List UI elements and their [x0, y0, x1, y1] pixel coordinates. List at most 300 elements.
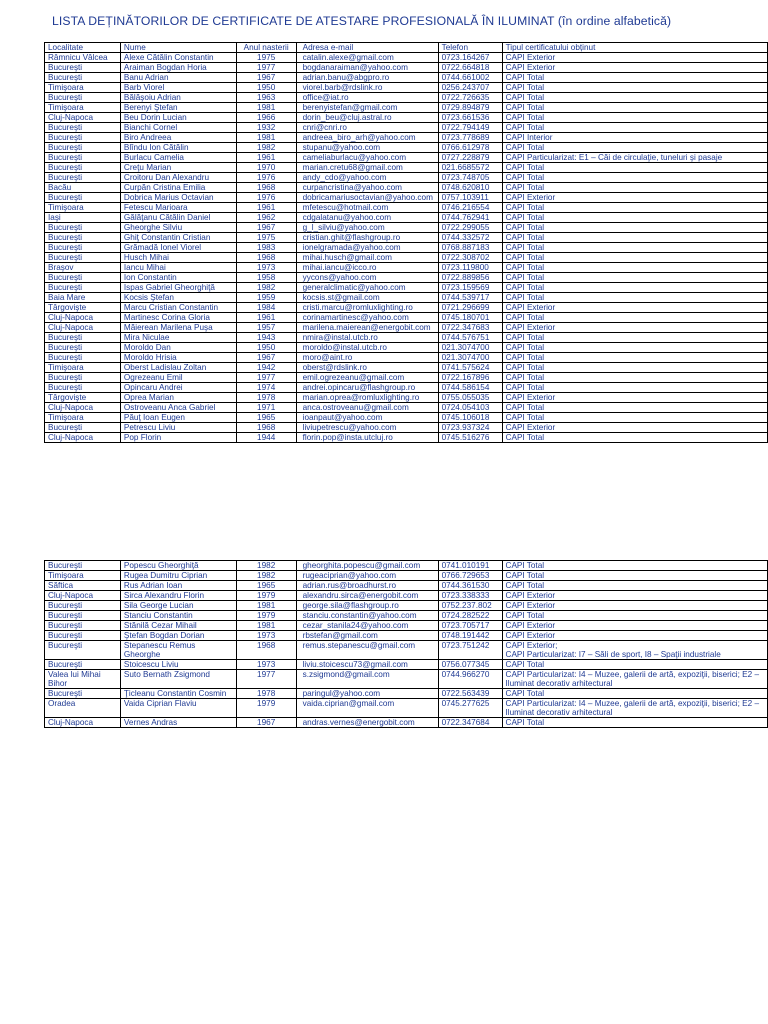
table-row	[45, 353, 768, 363]
table-row	[45, 263, 768, 273]
cell-telefon: 0766.612978	[438, 143, 502, 153]
cell-nume: Ostroveanu Anca Gabriel	[120, 403, 236, 413]
table-row	[45, 133, 768, 143]
cell-an: 1950	[236, 83, 296, 93]
cell-telefon: 0744.576751	[438, 333, 502, 343]
table-row	[45, 173, 768, 183]
table-row	[45, 591, 768, 601]
cell-telefon: 0755.055035	[438, 393, 502, 403]
cell-nume: Barb Viorel	[120, 83, 236, 93]
cell-certificat: CAPI Exterior	[502, 423, 767, 433]
table-row	[45, 283, 768, 293]
table-row	[45, 93, 768, 103]
cell-telefon: 0748.620810	[438, 183, 502, 193]
table-row	[45, 699, 768, 718]
cell-nume: Pop Florin	[120, 433, 236, 443]
cell-nume: Ispas Gabriel Gheorghiţă	[120, 283, 236, 293]
cell-email: cnri@cnri.ro	[296, 123, 438, 133]
cell-email: marian.oprea@romluxlighting.ro	[296, 393, 438, 403]
table-row	[45, 601, 768, 611]
table-row	[45, 83, 768, 93]
cell-localitate: Bucureşti	[45, 333, 121, 343]
cell-email: marian.cretu68@gmail.com	[296, 163, 438, 173]
cell-telefon: 0722.726635	[438, 93, 502, 103]
cell-email: liviupetrescu@yahoo.com	[296, 423, 438, 433]
table-row	[45, 213, 768, 223]
cell-an: 1981	[236, 601, 296, 611]
cell-localitate: Bucureşti	[45, 611, 121, 621]
cell-telefon: 0757.103911	[438, 193, 502, 203]
cell-certificat: CAPI Interior	[502, 133, 767, 143]
cell-localitate: Cluj-Napoca	[45, 591, 121, 601]
cell-nume: Burlacu Camelia	[120, 153, 236, 163]
cell-an: 1976	[236, 173, 296, 183]
cell-an: 1967	[236, 353, 296, 363]
cell-telefon: 0723.338333	[438, 591, 502, 601]
table-row	[45, 581, 768, 591]
cell-an: Anul nasterii	[236, 43, 296, 53]
cell-localitate: Cluj-Napoca	[45, 433, 121, 443]
cell-telefon: 0722.563439	[438, 689, 502, 699]
cell-nume: Banu Adrian	[120, 73, 236, 83]
cell-localitate: Oradea	[45, 699, 121, 718]
cell-an: 1977	[236, 670, 296, 689]
cell-email: marilena.maierean@energobit.com	[296, 323, 438, 333]
table-row	[45, 123, 768, 133]
cell-email: remus.stepanescu@gmail.com	[296, 641, 438, 660]
cell-an: 1961	[236, 203, 296, 213]
cell-an: 1961	[236, 313, 296, 323]
cell-email: generalclimatic@yahoo.com	[296, 283, 438, 293]
cell-email: florin.pop@insta.utcluj.ro	[296, 433, 438, 443]
cell-telefon: 0722.664818	[438, 63, 502, 73]
cell-email: stupanu@yahoo.com	[296, 143, 438, 153]
cell-certificat: CAPI Total	[502, 73, 767, 83]
cell-localitate: Braşov	[45, 263, 121, 273]
table-row	[45, 53, 768, 63]
cell-certificat: CAPI Exterior	[502, 303, 767, 313]
cell-email: ionelgramada@yahoo.com	[296, 243, 438, 253]
cell-email: andy_cdo@yahoo.com	[296, 173, 438, 183]
cell-localitate: Bacău	[45, 183, 121, 193]
cell-an: 1965	[236, 413, 296, 423]
cell-certificat: CAPI Total	[502, 293, 767, 303]
cell-localitate: Bucureşti	[45, 133, 121, 143]
cell-certificat: CAPI Exterior	[502, 323, 767, 333]
cell-telefon: 0744.332572	[438, 233, 502, 243]
table-row	[45, 423, 768, 433]
cell-email: cameliaburlacu@yahoo.com	[296, 153, 438, 163]
cell-nume: Vernes Andras	[120, 718, 236, 728]
cell-certificat: CAPI Total	[502, 581, 767, 591]
cell-email: cezar_stanila24@yahoo.com	[296, 621, 438, 631]
cell-email: vaida.ciprian@gmail.com	[296, 699, 438, 718]
cell-telefon: 0745.180701	[438, 313, 502, 323]
cell-email: stanciu.constantin@yahoo.com	[296, 611, 438, 621]
table-row	[45, 243, 768, 253]
cell-localitate: Timişoara	[45, 203, 121, 213]
cell-telefon: 0722.167896	[438, 373, 502, 383]
cell-nume: Iancu Mihai	[120, 263, 236, 273]
cell-telefon: 0722.889856	[438, 273, 502, 283]
cell-localitate: Timişoara	[45, 571, 121, 581]
cell-an: 1961	[236, 153, 296, 163]
cell-localitate: Cluj-Napoca	[45, 403, 121, 413]
cell-telefon: 0722.308702	[438, 253, 502, 263]
cell-an: 1973	[236, 263, 296, 273]
cell-nume: Ţicleanu Constantin Cosmin	[120, 689, 236, 699]
cell-localitate: Bucureşti	[45, 689, 121, 699]
cell-an: 1944	[236, 433, 296, 443]
cell-email: office@iat.ro	[296, 93, 438, 103]
cell-telefon: 0723.159569	[438, 283, 502, 293]
cell-nume: Popescu Gheorghiţă	[120, 561, 236, 571]
cell-telefon: 0722.347684	[438, 718, 502, 728]
cell-telefon: 0744.762941	[438, 213, 502, 223]
cell-localitate: Bucureşti	[45, 193, 121, 203]
table-row	[45, 641, 768, 660]
cell-localitate: Bucureşti	[45, 641, 121, 660]
cell-localitate: Bucureşti	[45, 601, 121, 611]
cell-telefon: 0768.887183	[438, 243, 502, 253]
table-row	[45, 611, 768, 621]
cell-an: 1981	[236, 103, 296, 113]
cell-localitate: Timişoara	[45, 83, 121, 93]
cell-an: 1973	[236, 660, 296, 670]
cell-nume: Rus Adrian Ioan	[120, 581, 236, 591]
cell-an: 1970	[236, 163, 296, 173]
cell-telefon: 0741.575624	[438, 363, 502, 373]
cell-nume: Croitoru Dan Alexandru	[120, 173, 236, 183]
cell-certificat: CAPI Total	[502, 413, 767, 423]
cell-nume: Marcu Cristian Constantin	[120, 303, 236, 313]
cell-email: yycons@yahoo.com	[296, 273, 438, 283]
cell-localitate: Bucureşti	[45, 273, 121, 283]
cell-telefon: 0723.705717	[438, 621, 502, 631]
cell-an: 1979	[236, 699, 296, 718]
table-row	[45, 363, 768, 373]
cell-localitate: Bucureşti	[45, 631, 121, 641]
cell-certificat: CAPI Exterior	[502, 601, 767, 611]
cell-nume: Gheorghe Silviu	[120, 223, 236, 233]
cell-telefon: 0721.296699	[438, 303, 502, 313]
table-row	[45, 373, 768, 383]
table-row	[45, 223, 768, 233]
cell-an: 1968	[236, 253, 296, 263]
table-row	[45, 660, 768, 670]
cell-an: 1957	[236, 323, 296, 333]
cell-certificat: CAPI Particularizat: E1 – Căi de circulaţie, tuneluri şi pasaje	[502, 153, 767, 163]
cell-localitate: Cluj-Napoca	[45, 323, 121, 333]
cell-telefon: 0723.661536	[438, 113, 502, 123]
cell-email: bogdanaraiman@yahoo.com	[296, 63, 438, 73]
cell-localitate: Bucureşti	[45, 153, 121, 163]
cell-certificat: CAPI Total	[502, 333, 767, 343]
cell-an: 1978	[236, 689, 296, 699]
cell-nume: Moroldo Dan	[120, 343, 236, 353]
cell-certificat: CAPI Exterior	[502, 193, 767, 203]
cell-nume: Bianchi Cornel	[120, 123, 236, 133]
table-row	[45, 383, 768, 393]
cell-certificat: CAPI Total	[502, 660, 767, 670]
cell-email: andreea_biro_arh@yahoo.com	[296, 133, 438, 143]
cell-email: mihai.iancu@icco.ro	[296, 263, 438, 273]
cell-localitate: Timişoara	[45, 363, 121, 373]
cell-telefon: 0745.516276	[438, 433, 502, 443]
cell-telefon: 0744.661002	[438, 73, 502, 83]
cell-email: cristian.ghit@flashgroup.ro	[296, 233, 438, 243]
cell-certificat: CAPI Total	[502, 123, 767, 133]
cell-an: 1959	[236, 293, 296, 303]
table-row	[45, 193, 768, 203]
cell-localitate: Săftica	[45, 581, 121, 591]
cell-telefon: 0723.164267	[438, 53, 502, 63]
cell-nume: Fetescu Marioara	[120, 203, 236, 213]
cell-email: moro@aint.ro	[296, 353, 438, 363]
table-row	[45, 413, 768, 423]
table-row	[45, 203, 768, 213]
cell-localitate: Bucureşti	[45, 561, 121, 571]
cell-an: 1971	[236, 403, 296, 413]
cell-localitate: Târgovişte	[45, 393, 121, 403]
cell-localitate: Bucureşti	[45, 73, 121, 83]
table-row	[45, 621, 768, 631]
cell-email: cristi.marcu@romluxlighting.ro	[296, 303, 438, 313]
table-row	[45, 183, 768, 193]
cell-email: gheorghita.popescu@gmail.com	[296, 561, 438, 571]
table-row	[45, 313, 768, 323]
cell-an: 1962	[236, 213, 296, 223]
cell-nume: Oberst Ladislau Zoltan	[120, 363, 236, 373]
cell-localitate: Timişoara	[45, 103, 121, 113]
cell-email: oberst@rdslink.ro	[296, 363, 438, 373]
cell-localitate: Bucureşti	[45, 343, 121, 353]
cell-localitate: Valea lui Mihai Bihor	[45, 670, 121, 689]
cell-nume: Berenyi Ştefan	[120, 103, 236, 113]
cell-an: 1973	[236, 631, 296, 641]
cell-an: 1983	[236, 243, 296, 253]
cell-localitate: Bucureşti	[45, 143, 121, 153]
cell-email: berenyistefan@gmail.com	[296, 103, 438, 113]
cell-email: emil.ogrezeanu@gmail.com	[296, 373, 438, 383]
cell-certificat: CAPI Total	[502, 611, 767, 621]
table-header-row	[45, 43, 768, 53]
cell-an: 1976	[236, 193, 296, 203]
cell-email: andrei.opincaru@flashgroup.ro	[296, 383, 438, 393]
cell-nume: Beu Dorin Lucian	[120, 113, 236, 123]
cell-an: 1979	[236, 591, 296, 601]
cell-an: 1965	[236, 581, 296, 591]
cell-an: 1984	[236, 303, 296, 313]
cell-certificat: CAPI Total	[502, 283, 767, 293]
cell-certificat: CAPI Exterior	[502, 591, 767, 601]
cell-localitate: Bucureşti	[45, 660, 121, 670]
cell-telefon: 0729.894879	[438, 103, 502, 113]
table-row	[45, 403, 768, 413]
cell-nume: Oprea Marian	[120, 393, 236, 403]
table-row	[45, 393, 768, 403]
cell-telefon: 021.6685572	[438, 163, 502, 173]
cell-nume: Husch Mihai	[120, 253, 236, 263]
cell-email: g_l_silviu@yahoo.com	[296, 223, 438, 233]
cell-an: 1982	[236, 571, 296, 581]
cell-certificat: CAPI Exterior	[502, 53, 767, 63]
cell-email: liviu.stoicescu73@gmail.com	[296, 660, 438, 670]
cell-localitate: Bucureşti	[45, 223, 121, 233]
cell-certificat: CAPI Total	[502, 113, 767, 123]
cell-localitate: Cluj-Napoca	[45, 313, 121, 323]
cell-certificat: CAPI Total	[502, 183, 767, 193]
cell-email: dorin_beu@cluj.astral.ro	[296, 113, 438, 123]
cell-telefon: 0723.937324	[438, 423, 502, 433]
cell-telefon: 0256.243707	[438, 83, 502, 93]
cell-certificat: CAPI Exterior	[502, 621, 767, 631]
cell-email: mfetescu@hotmail.com	[296, 203, 438, 213]
table-row	[45, 718, 768, 728]
cell-nume: Ştefan Bogdan Dorian	[120, 631, 236, 641]
cell-nume: Păuţ Ioan Eugen	[120, 413, 236, 423]
cell-nume: Martinesc Corina Gloria	[120, 313, 236, 323]
cell-email: cdgalatanu@yahoo.com	[296, 213, 438, 223]
cell-nume: Sirca Alexandru Florin	[120, 591, 236, 601]
cell-email: rugeaciprian@yahoo.com	[296, 571, 438, 581]
cell-an: 1963	[236, 93, 296, 103]
table-row	[45, 571, 768, 581]
cell-telefon: 0722.794149	[438, 123, 502, 133]
cell-nume: Biro Andreea	[120, 133, 236, 143]
cell-email: viorel.barb@rdslink.ro	[296, 83, 438, 93]
cell-email: rbstefan@gmail.com	[296, 631, 438, 641]
table-row	[45, 163, 768, 173]
cell-certificat: CAPI Total	[502, 83, 767, 93]
cell-telefon: 0723.748705	[438, 173, 502, 183]
table-row	[45, 103, 768, 113]
cell-certificat: CAPI Total	[502, 263, 767, 273]
table-row	[45, 333, 768, 343]
cell-email: mihai.husch@gmail.com	[296, 253, 438, 263]
cell-localitate: Baia Mare	[45, 293, 121, 303]
cell-nume: Blîndu Ion Cătălin	[120, 143, 236, 153]
cell-localitate: Bucureşti	[45, 373, 121, 383]
cell-nume: Ogrezeanu Emil	[120, 373, 236, 383]
cell-certificat: CAPI Exterior	[502, 63, 767, 73]
cell-nume: Mira Niculae	[120, 333, 236, 343]
table-row	[45, 113, 768, 123]
cell-nume: Curpăn Cristina Emilia	[120, 183, 236, 193]
cell-localitate: Timişoara	[45, 413, 121, 423]
cell-certificat: CAPI Total	[502, 213, 767, 223]
cell-an: 1974	[236, 383, 296, 393]
cell-an: 1979	[236, 611, 296, 621]
cell-nume: Stoicescu Liviu	[120, 660, 236, 670]
cell-email: ioanpaut@yahoo.com	[296, 413, 438, 423]
cell-certificat: CAPI Total	[502, 203, 767, 213]
table-row	[45, 143, 768, 153]
cell-telefon: 0744.586154	[438, 383, 502, 393]
table-row	[45, 253, 768, 263]
cell-an: 1958	[236, 273, 296, 283]
cell-telefon: 0722.347683	[438, 323, 502, 333]
cell-nume: Suto Bernath Zsigmond	[120, 670, 236, 689]
cell-an: 1950	[236, 343, 296, 353]
table-row	[45, 689, 768, 699]
cell-an: 1968	[236, 183, 296, 193]
cell-telefon: 0723.778689	[438, 133, 502, 143]
cell-localitate: Bucureşti	[45, 93, 121, 103]
cell-nume: Alexe Cătălin Constantin	[120, 53, 236, 63]
cell-nume: Bălăşoiu Adrian	[120, 93, 236, 103]
cell-telefon: 0723.119800	[438, 263, 502, 273]
cell-localitate: Râmnicu Vâlcea	[45, 53, 121, 63]
table-row	[45, 631, 768, 641]
cell-certificat: CAPI Total	[502, 93, 767, 103]
cell-email: corinamartinesc@yahoo.com	[296, 313, 438, 323]
cell-telefon: 0727.228879	[438, 153, 502, 163]
cell-certificat: CAPI Total	[502, 403, 767, 413]
table-row	[45, 233, 768, 243]
cell-an: 1977	[236, 63, 296, 73]
cell-nume: Stepanescu Remus Gheorghe	[120, 641, 236, 660]
cell-nume: Stanciu Constantin	[120, 611, 236, 621]
cell-an: 1967	[236, 718, 296, 728]
cell-an: 1968	[236, 423, 296, 433]
table-row	[45, 153, 768, 163]
cell-an: 1982	[236, 143, 296, 153]
cell-certificat: CAPI Total	[502, 253, 767, 263]
cell-certificat: CAPI Total	[502, 273, 767, 283]
cell-nume: Dobrica Marius Octavian	[120, 193, 236, 203]
cell-localitate: Bucureşti	[45, 243, 121, 253]
cell-certificat: CAPI Total	[502, 718, 767, 728]
cell-localitate: Bucureşti	[45, 423, 121, 433]
table-row	[45, 303, 768, 313]
cell-telefon: 021.3074700	[438, 343, 502, 353]
cell-certificat: CAPI Total	[502, 383, 767, 393]
document-title: LISTA DEȚINĂTORILOR DE CERTIFICATE DE ATESTARE PROFESIONALĂ ÎN ILUMINAT (în ordine alfabetică)	[52, 14, 672, 28]
cell-certificat: CAPI Total	[502, 353, 767, 363]
cell-nume: Nume	[120, 43, 236, 53]
cell-telefon: 0745.277625	[438, 699, 502, 718]
cell-email: paringul@yahoo.com	[296, 689, 438, 699]
cell-an: 1981	[236, 133, 296, 143]
cell-certificat: CAPI Total	[502, 313, 767, 323]
cell-telefon: 0744.539717	[438, 293, 502, 303]
cell-certificat: CAPI Total	[502, 689, 767, 699]
cell-nume: Moroldo Hrisia	[120, 353, 236, 363]
cell-certificat: CAPI Total	[502, 223, 767, 233]
cell-certificat: CAPI Total	[502, 173, 767, 183]
cell-certificat: CAPI Exterior	[502, 631, 767, 641]
cell-localitate: Iaşi	[45, 213, 121, 223]
cell-localitate: Bucureşti	[45, 63, 121, 73]
cell-localitate: Localitate	[45, 43, 121, 53]
table-row	[45, 273, 768, 283]
cell-an: 1966	[236, 113, 296, 123]
cell-nume: Araiman Bogdan Horia	[120, 63, 236, 73]
cell-certificat: CAPI Total	[502, 433, 767, 443]
cell-telefon: 0745.106018	[438, 413, 502, 423]
cell-certificat: CAPI Total	[502, 143, 767, 153]
cell-certificat: CAPI Total	[502, 373, 767, 383]
cell-nume: Kocsis Ştefan	[120, 293, 236, 303]
cell-telefon: 0744.361530	[438, 581, 502, 591]
cell-an: 1978	[236, 393, 296, 403]
cell-an: 1967	[236, 223, 296, 233]
cell-certificat: CAPI Total	[502, 363, 767, 373]
cell-email: andras.vernes@energobit.com	[296, 718, 438, 728]
cell-certificat: Tipul certificatului obținut	[502, 43, 767, 53]
cell-certificat: CAPI Total	[502, 343, 767, 353]
